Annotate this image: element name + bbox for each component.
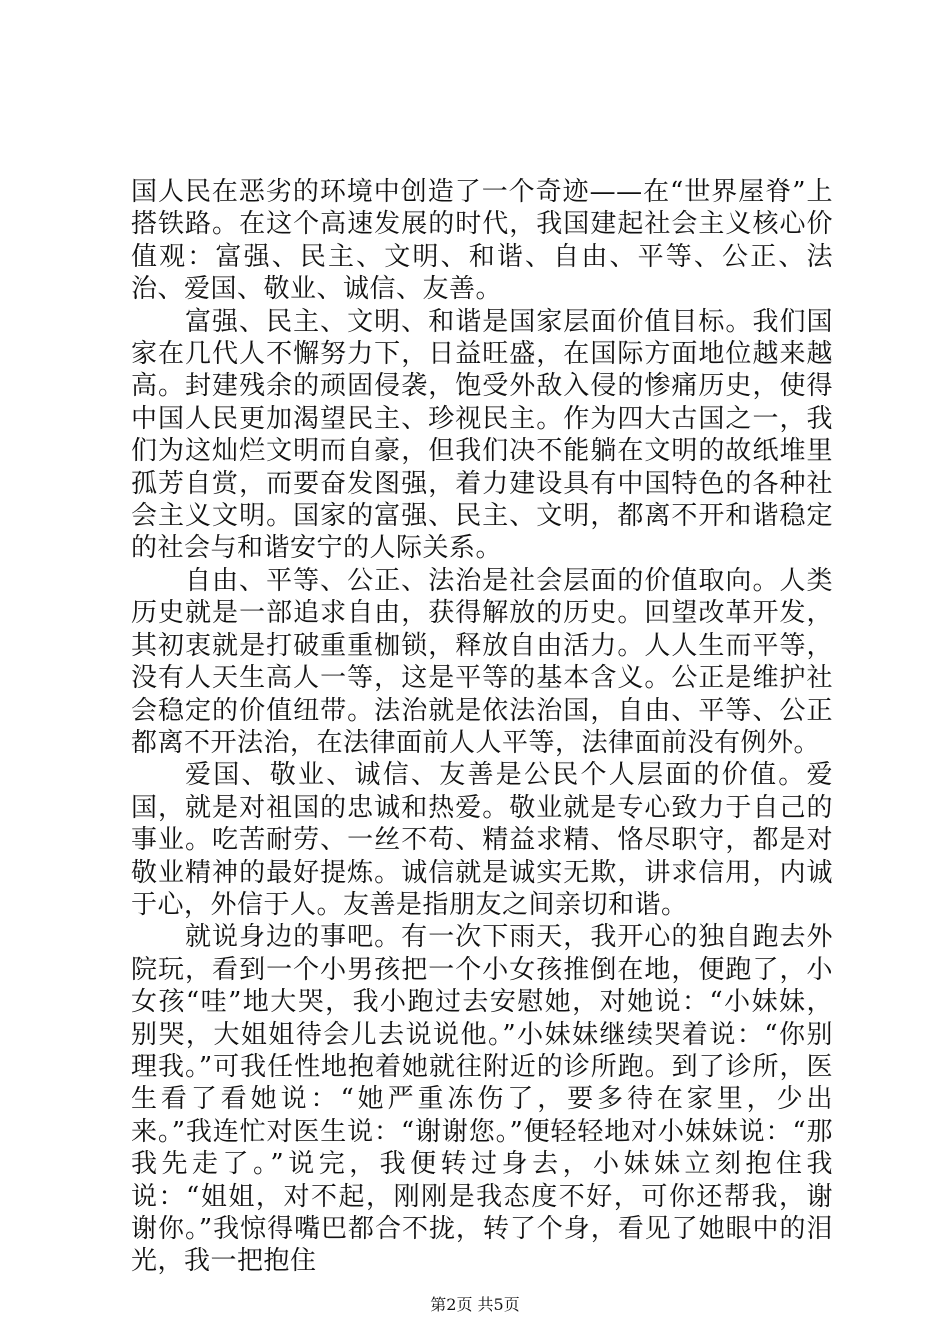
paragraph-social-values: 自由、平等、公正、法治是社会层面的价值取向。人类历史就是一部追求自由，获得解放的历史。回望改革开发，其初衷就是打破重重枷锁，释放自由活力。人人生而平等，没有人天生高人一等，这是平等的基本含义。公正是维护社会稳定的价值纽带。法治就是依法治国，自由、平等、公正都离不开法治，在法律面前人人平等，法律面前没有例外。 (131, 565, 833, 758)
paragraph-continuation: 国人民在恶劣的环境中创造了一个奇迹——在“世界屋脊”上搭铁路。在这个高速发展的时代，我国建起社会主义核心价值观：富强、民主、文明、和谐、自由、平等、公正、法治、爱国、敬业、诚信、友善。 (131, 177, 833, 305)
document-body (131, 176, 833, 1278)
paragraph-personal-story: 就说身边的事吧。有一次下雨天，我开心的独自跑去外院玩，看到一个小男孩把一个小女孩推倒在地，便跑了，小女孩“哇”地大哭，我小跑过去安慰她，对她说：“小妹妹，别哭，大姐姐待会儿去说说他。”小妹妹继续哭着说：“你别理我。”可我任性地抱着她就往附近的诊所跑。到了诊所，医生看了看她说：“她严重冻伤了，要多待在家里，少出来。”我连忙对医生说：“谢谢您。”便轻轻地对小妹妹说：“那我先走了。”说完，我便转过身去，小妹妹立刻抱住我说：“姐姐，对不起，刚刚是我态度不好，可你还帮我，谢谢你。”我惊得嘴巴都合不拢，转了个身，看见了她眼中的泪光，我一把抱住 (131, 922, 833, 1277)
paragraph-personal-values: 爱国、敬业、诚信、友善是公民个人层面的价值。爱国，就是对祖国的忠诚和热爱。敬业就是专心致力于自己的事业。吃苦耐劳、一丝不苟、精益求精、恪尽职守，都是对敬业精神的最好提炼。诚信就是诚实无欺，讲求信用，内诚于心，外信于人。友善是指朋友之间亲切和谐。 (131, 760, 833, 920)
paragraph-national-values: 富强、民主、文明、和谐是国家层面价值目标。我们国家在几代人不懈努力下，日益旺盛，在国际方面地位越来越高。封建残余的顽固侵袭，饱受外敌入侵的惨痛历史，使得中国人民更加渴望民主、珍视民主。作为四大古国之一，我们为这灿烂文明而自豪，但我们决不能躺在文明的故纸堆里孤芳自赏，而要奋发图强，着力建设具有中国特色的各种社会主义文明。国家的富强、民主、文明，都离不开和谐稳定的社会与和谐安宁的人际关系。 (131, 306, 833, 564)
page-number-footer: 第2页 共5页 (430, 1295, 520, 1314)
